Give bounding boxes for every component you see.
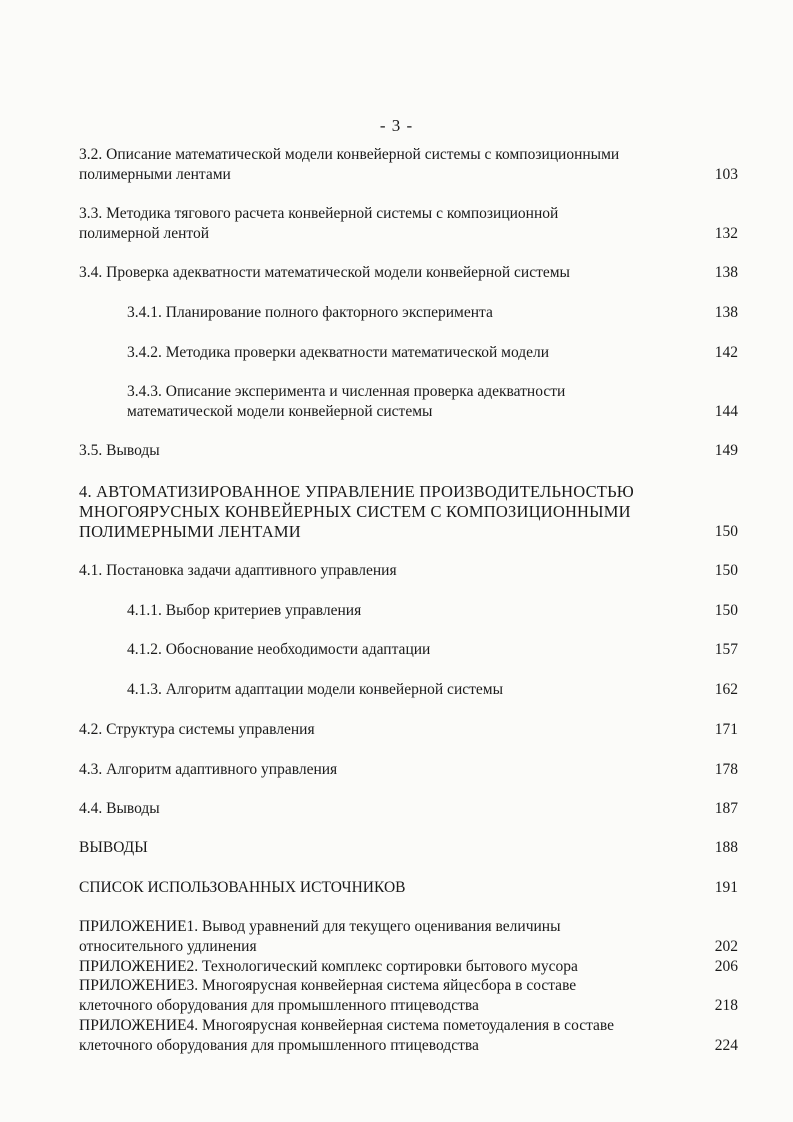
toc-entry — [79, 878, 738, 898]
toc-entry-page: 150 — [714, 562, 738, 579]
toc-entry-page: 224 — [714, 1036, 738, 1054]
toc-entry — [79, 799, 738, 819]
toc-entry-title: 4.3. Алгоритм адаптивного управления — [79, 761, 338, 778]
toc-entry-page: 188 — [714, 839, 738, 856]
toc-entry-title: ПРИЛОЖЕНИЕ3. Многоярусная конвейерная система яйцесбора в составе клеточного оборудования для промышленного птицеводства — [79, 977, 577, 1014]
toc-entry-page: 138 — [714, 264, 738, 281]
toc-entry-title: ПРИЛОЖЕНИЕ1. Вывод уравнений для текущего оценивания величины относительного удлинения — [79, 918, 561, 955]
toc-entry-title: СПИСОК ИСПОЛЬЗОВАННЫХ ИСТОЧНИКОВ — [79, 879, 406, 896]
toc-entry-title: 4. АВТОМАТИЗИРОВАННОЕ УПРАВЛЕНИЕ ПРОИЗВОДИТЕЛЬНОСТЬЮ МНОГОЯРУСНЫХ КОНВЕЙЕРНЫХ СИСТЕМ С КОМПОЗИЦИОННЫМИ ПОЛИМЕРНЫМИ ЛЕНТАМИ — [79, 482, 634, 541]
toc-appendix-entry — [79, 957, 738, 977]
toc-entry-page: 157 — [714, 641, 738, 658]
toc-entry — [79, 204, 738, 244]
toc-entry-page: 142 — [714, 344, 738, 361]
toc-entry-title: ВЫВОДЫ — [79, 839, 148, 856]
toc-entry-title: 4.1.3. Алгоритм адаптации модели конвейерной системы — [127, 681, 503, 698]
toc-entry-page: 191 — [714, 879, 738, 896]
toc-entry-title: 3.3. Методика тягового расчета конвейерной системы с композиционной полимерной лентой — [79, 205, 559, 242]
toc-entry-title: 3.5. Выводы — [79, 442, 160, 459]
toc-entry-title: ПРИЛОЖЕНИЕ2. Технологический комплекс сортировки бытового мусора — [79, 958, 578, 975]
toc-entry — [79, 760, 738, 780]
toc-entry-title: 3.4.2. Методика проверки адекватности математической модели — [127, 344, 550, 361]
page-number: - 3 - — [379, 116, 414, 135]
toc-entry-page: 206 — [714, 958, 738, 975]
toc-entry-page: 202 — [714, 937, 738, 955]
toc-entry-page: 149 — [714, 442, 738, 459]
toc-entry-page: 187 — [714, 800, 738, 817]
toc-entry — [79, 720, 738, 740]
toc-entry-page: 218 — [714, 996, 738, 1014]
toc-entry-page: 132 — [714, 225, 738, 242]
toc-entry — [79, 561, 738, 581]
toc-entry-title: 4.4. Выводы — [79, 800, 160, 817]
toc-entry-page: 103 — [714, 166, 738, 183]
toc-entry-page: 150 — [714, 602, 738, 619]
toc-entry — [127, 382, 738, 422]
toc-chapter-entry — [79, 482, 738, 542]
toc-appendix-entry — [79, 917, 738, 956]
toc-entry-title: 4.1. Постановка задачи адаптивного управления — [79, 562, 397, 579]
toc-appendix-entry — [79, 1016, 738, 1055]
toc-entry — [127, 640, 738, 660]
toc-entry — [127, 343, 738, 363]
toc-entry — [127, 601, 738, 621]
toc-entry — [127, 680, 738, 700]
toc-entry — [79, 441, 738, 461]
toc-entry-title: ПРИЛОЖЕНИЕ4. Многоярусная конвейерная система пометоудаления в составе клеточного оборудования для промышленного птицеводства — [79, 1017, 615, 1054]
toc-appendix-entry — [79, 976, 738, 1015]
toc-entry-title: 3.4.3. Описание эксперимента и численная проверка адекватности математической модели конвейерной системы — [127, 383, 566, 420]
toc-entry-page: 178 — [714, 761, 738, 778]
toc-entry — [79, 145, 738, 185]
toc-entry-page: 171 — [714, 721, 738, 738]
toc-entry-title: 4.1.2. Обоснование необходимости адаптации — [127, 641, 431, 658]
toc-entry-title: 4.2. Структура системы управления — [79, 721, 315, 738]
toc-entry — [79, 263, 738, 283]
toc-entry-title: 3.4.1. Планирование полного факторного эксперимента — [127, 304, 493, 321]
toc-entry-page: 138 — [714, 304, 738, 321]
toc-entry-title: 4.1.1. Выбор критериев управления — [127, 602, 362, 619]
toc-entry-title: 3.4. Проверка адекватности математической модели конвейерной системы — [79, 264, 570, 281]
toc-entry-title: 3.2. Описание математической модели конвейерной системы с композиционными полимерными лентами — [79, 146, 620, 183]
toc-entry-page: 150 — [714, 523, 738, 540]
toc-entry — [127, 303, 738, 323]
toc-entry — [79, 838, 738, 858]
toc-entry-page: 162 — [714, 681, 738, 698]
toc-entry-page: 144 — [714, 403, 738, 420]
